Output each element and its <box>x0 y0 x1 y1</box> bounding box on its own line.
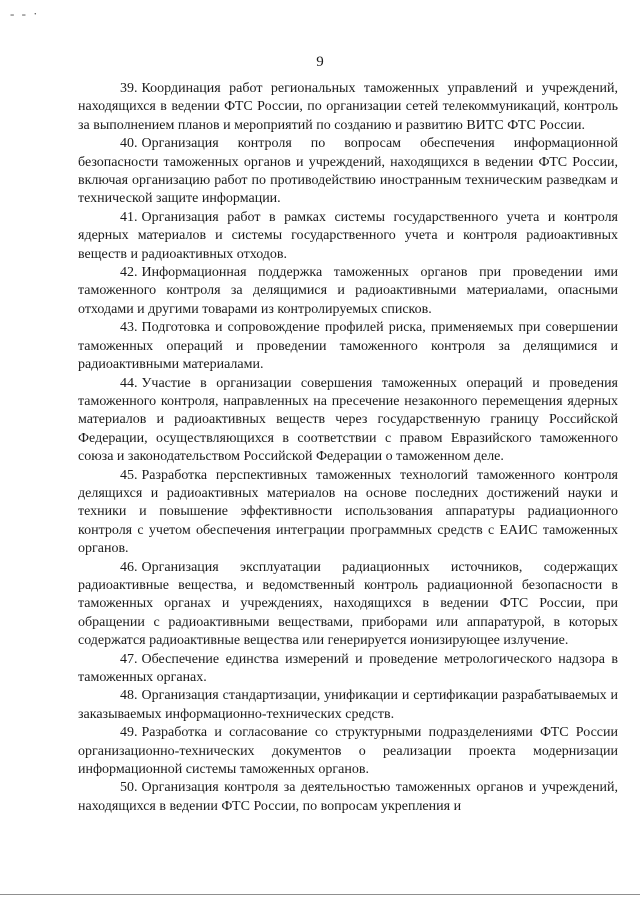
paragraph-text: Обеспечение единства измерений и проведение метрологического надзора в таможенных органах. <box>78 651 618 685</box>
paragraph-49 <box>78 724 618 779</box>
paragraph-39 <box>78 80 618 135</box>
paragraph-number: 42. <box>120 265 138 281</box>
paragraph-number: 39. <box>120 81 138 96</box>
paragraph-50 <box>78 779 618 816</box>
paragraph-number: 41. <box>120 209 138 225</box>
page-number: 9 <box>316 54 324 70</box>
paragraph-number: 40. <box>120 136 138 152</box>
paragraph-46 <box>78 559 618 651</box>
paragraph-text: Организация эксплуатации радиационных источников, содержащих радиоактивные вещества, и ведомственный контроль радиационной безопасности в таможенных органах и учреждениях, находящихся в ведении ФТС России, при обращении с радиоактивными веществами, приборами или аппаратурой, в которых содержатся радиоактивные вещества или генерируется ионизирующее излучение. <box>78 559 618 649</box>
paragraph-text: Участие в организации совершения таможенных операций и проведения таможенного контроля, направленных на пресечение незаконного перемещения ядерных материалов и радиоактивных веществ через государственную границу Российской Федерации, осуществляющихся в соответствии с правом Евразийского таможенного союза и законодательством Российской Федерации о таможенном деле. <box>78 375 618 465</box>
paragraph-number: 46. <box>120 559 138 575</box>
paragraph-45 <box>78 467 618 559</box>
paragraph-number: 50. <box>120 780 138 796</box>
paragraph-42 <box>78 264 618 319</box>
paragraph-40 <box>78 135 618 209</box>
paragraph-text: Разработка и согласование со структурными подразделениями ФТС России организационно-технических документов о реализации проекта модернизации информационной системы таможенных органов. <box>78 725 618 778</box>
paragraph-text: Организация стандартизации, унификации и сертификации разрабатываемых и заказываемых информационно-технических средств. <box>78 688 618 722</box>
paragraph-text: Организация контроля за деятельностью таможенных органов и учреждений, находящихся в ведении ФТС России, по вопросам укрепления и <box>78 780 618 814</box>
paragraph-number: 45. <box>120 467 138 483</box>
paragraph-text: Организация контроля по вопросам обеспечения информационной безопасности таможенных органов и учреждений, находящихся в ведении ФТС России, включая организацию работ по противодействию иностранным техническим разведкам и технической защите информации. <box>78 136 618 207</box>
bottom-edge-line <box>0 894 640 895</box>
paragraph-text: Организация работ в рамках системы государственного учета и контроля ядерных материалов и системы государственного учета и контроля радиоактивных веществ и радиоактивных отходов. <box>78 209 618 262</box>
paragraph-number: 47. <box>120 651 138 667</box>
paragraph-number: 44. <box>120 375 138 391</box>
paragraph-47 <box>78 651 618 688</box>
paragraph-text: Подготовка и сопровождение профилей риска, применяемых при совершении таможенных операций и проведении таможенного контроля за делящимися и радиоактивными материалами. <box>78 320 618 373</box>
paragraph-number: 49. <box>120 725 138 741</box>
paragraph-43 <box>78 319 618 374</box>
document-body <box>78 80 618 816</box>
paragraph-number: 48. <box>120 688 138 704</box>
corner-mark: - - · <box>10 6 40 21</box>
paragraph-number: 43. <box>120 320 138 336</box>
paragraph-text: Разработка перспективных таможенных технологий таможенного контроля делящихся и радиоактивных материалов на основе последних достижений науки и техники и повышение эффективности использования аппаратуры радиационного контроля с учетом обеспечения интеграции программных средств с ЕАИС таможенных органов. <box>78 467 618 557</box>
paragraph-48 <box>78 687 618 724</box>
paragraph-44 <box>78 375 618 467</box>
paragraph-41 <box>78 209 618 264</box>
paragraph-text: Информационная поддержка таможенных органов при проведении ими таможенного контроля за делящимися и радиоактивными материалами, опасными отходами и другими товарами из контролируемых списков. <box>78 265 618 317</box>
paragraph-text: Координация работ региональных таможенных управлений и учреждений, находящихся в ведении ФТС России, по организации сетей телекоммуникаций, контроль за выполнением планов и мероприятий по созданию и развитию ВИТС ФТС России. <box>78 81 618 133</box>
